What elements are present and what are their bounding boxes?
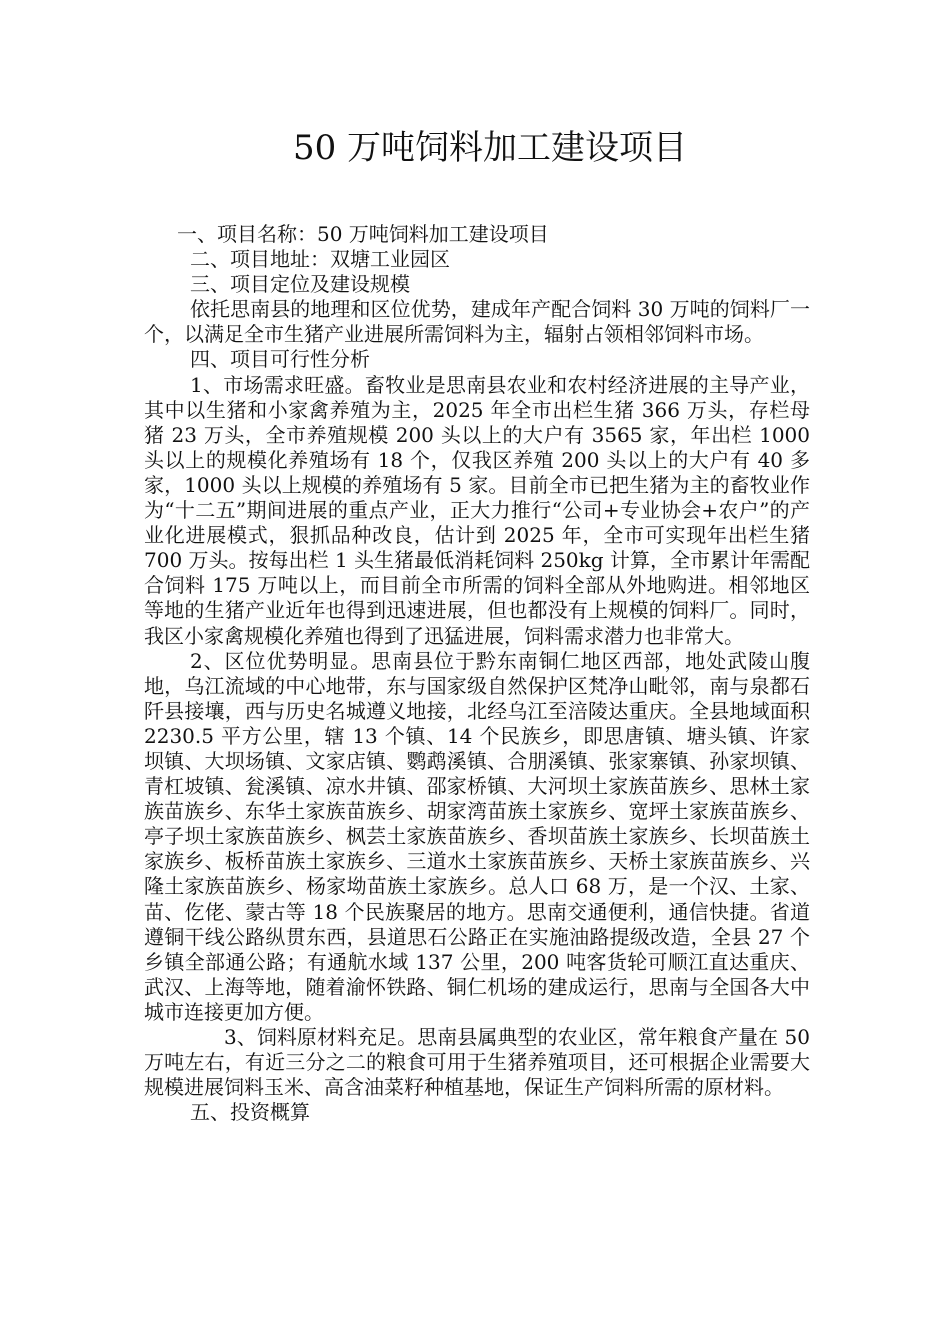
section-heading-feasibility: 四、项目可行性分析 — [190, 347, 370, 372]
section-heading-investment: 五、投资概算 — [190, 1100, 310, 1125]
paragraph-market-demand: 1、市场需求旺盛。畜牧业是思南县农业和农村经济进展的主导产业，其中以生猪和小家禽养殖为主，2025 年全市出栏生猪 366 万头，存栏母猪 23 万头，全市养殖规模 200 头以上的大户有 3565 家，年出栏 1000 头以上的规模化养殖场有 18 个，仅我区养殖 200 头以上的大户有 40 多家，1000 头以上规模的养殖场有 5 家。目前全市已把生猪为主的畜牧业作为“十二五”期间进展的重点产业，正大力推行“公司+专业协会+农户”的产业化进展模式，狠抓品种改良，估计到 2025 年，全市可实现年出栏生猪 700 万头。按每出栏 1 头生猪最低消耗饲料 250kg 计算，全市累计年需配合饲料 175 万吨以上，而目前全市所需的饲料全部从外地购进。相邻地区等地的生猪产业近年也得到迅速进展，但也都没有上规模的饲料厂。同时，我区小家禽规模化养殖也得到了迅猛进展，饲料需求潜力也非常大。 — [144, 372, 810, 648]
section-heading-positioning: 三、项目定位及建设规模 — [190, 272, 410, 297]
paragraph-raw-materials: 3、饲料原材料充足。思南县属典型的农业区，常年粮食产量在 50 万吨左右，有近三分之二的粮食可用于生猪养殖项目，还可根据企业需要大规模进展饲料玉米、高含油菜籽种植基地，保证生产饲料所需的原材料。 — [144, 1025, 810, 1100]
paragraph-location-advantage: 2、区位优势明显。思南县位于黔东南铜仁地区西部，地处武陵山腹地，乌江流域的中心地带，东与国家级自然保护区梵净山毗邻，南与泉都石阡县接壤，西与历史名城遵义地接，北经乌江至涪陵达重庆。全县地域面积 2230.5 平方公里，辖 13 个镇、14 个民族乡，即思唐镇、塘头镇、许家坝镇、大坝场镇、文家店镇、鹦鹉溪镇、合朋溪镇、张家寨镇、孙家坝镇、青杠坡镇、瓮溪镇、凉水井镇、邵家桥镇、大河坝土家族苗族乡、思林土家族苗族乡、东华土家族苗族乡、胡家湾苗族土家族乡、宽坪土家族苗族乡、亭子坝土家族苗族乡、枫芸土家族苗族乡、香坝苗族土家族乡、长坝苗族土家族乡、板桥苗族土家族乡、三道水土家族苗族乡、天桥土家族苗族乡、兴隆土家族苗族乡、杨家坳苗族土家族乡。总人口 68 万，是一个汉、土家、苗、仡佬、蒙古等 18 个民族聚居的地方。思南交通便利，通信快捷。省道遵铜干线公路纵贯东西，县道思石公路正在实施油路提级改造，全县 27 个乡镇全部通公路；有通航水域 137 公里，200 吨客货轮可顺江直达重庆、武汉、上海等地，随着渝怀铁路、铜仁机场的建成运行，思南与全国各大中城市连接更加方便。 — [144, 648, 810, 1024]
section-heading-project-address: 二、项目地址：双塘工业园区 — [190, 247, 450, 272]
section-heading-project-name: 一、项目名称：50 万吨饲料加工建设项目 — [177, 222, 549, 246]
document-title: 50 万吨饲料加工建设项目 — [292, 128, 688, 168]
document-body — [144, 222, 810, 1125]
paragraph-positioning: 依托思南县的地理和区位优势，建成年产配合饲料 30 万吨的饲料厂一个，以满足全市生猪产业进展所需饲料为主，辐射占领相邻饲料市场。 — [144, 297, 810, 347]
